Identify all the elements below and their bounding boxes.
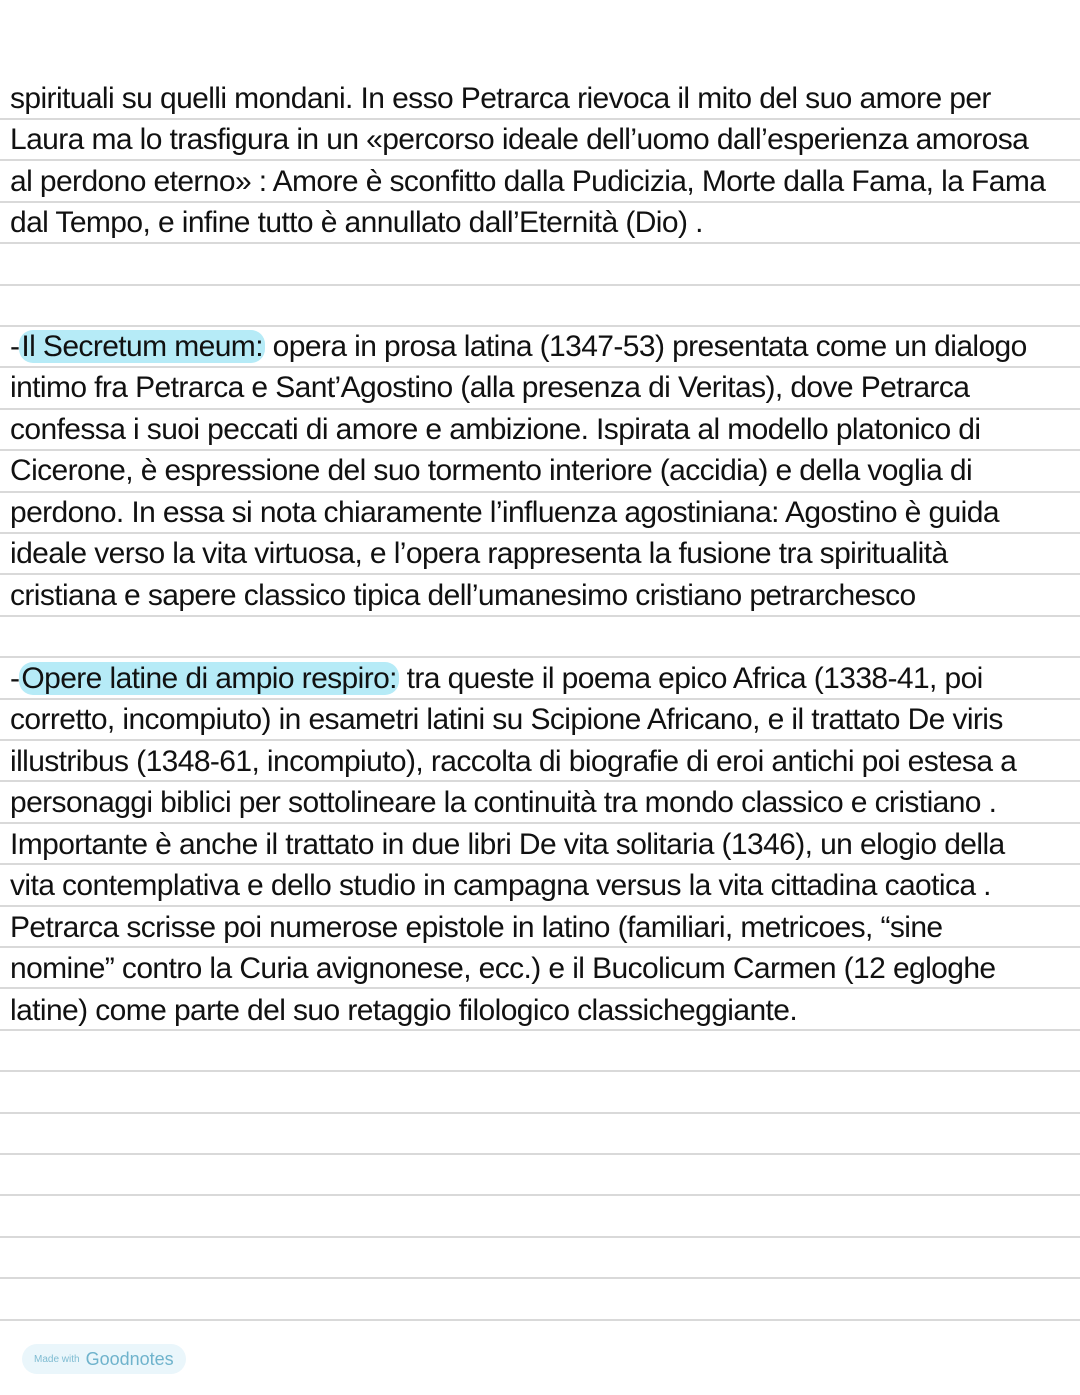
highlighted-heading-secretum: Il Secretum meum: xyxy=(21,330,263,363)
text-line: dal Tempo, e infine tutto è annullato dall’Eternità (Dio) . xyxy=(10,206,703,239)
text-fragment: tra queste il poema epico Africa (1338-41, poi xyxy=(398,662,983,695)
text-line: perdono. In essa si nota chiaramente l’influenza agostiniana: Agostino è guida xyxy=(10,496,999,529)
text-line: corretto, incompiuto) in esametri latini su Scipione Africano, e il trattato De viris xyxy=(10,703,1003,736)
text-line: latine) come parte del suo retaggio filologico classicheggiante. xyxy=(10,994,798,1027)
ruled-line xyxy=(0,1112,1080,1114)
text-line: Importante è anche il trattato in due libri De vita solitaria (1346), un elogio della xyxy=(10,828,1005,861)
text-line: cristiana e sapere classico tipica dell’umanesimo cristiano petrarchesco xyxy=(10,579,916,612)
ruled-line xyxy=(0,1194,1080,1196)
dash: - xyxy=(10,662,20,695)
text-line: nomine” contro la Curia avignonese, ecc.) e il Bucolicum Carmen (12 egloghe xyxy=(10,952,996,985)
ruled-line xyxy=(0,1070,1080,1072)
text-line: personaggi biblici per sottolineare la continuità tra mondo classico e cristiano . xyxy=(10,786,997,819)
dash: - xyxy=(10,330,20,363)
text-line: illustribus (1348-61, incompiuto), raccolta di biografie di eroi antichi poi estesa a xyxy=(10,745,1017,778)
highlighted-heading-opere-latine: Opere latine di ampio respiro: xyxy=(21,662,397,695)
goodnotes-badge[interactable] xyxy=(22,1344,186,1374)
goodnotes-logo-text: Goodnotes xyxy=(85,1348,174,1369)
text-line: ideale verso la vita virtuosa, e l’opera rappresenta la fusione tra spiritualità xyxy=(10,537,948,570)
text-line: intimo fra Petrarca e Sant’Agostino (alla presenza di Veritas), dove Petrarca xyxy=(10,371,970,404)
text-line: vita contemplativa e dello studio in campagna versus la vita cittadina caotica . xyxy=(10,869,991,902)
ruled-line xyxy=(0,1153,1080,1155)
ruled-line xyxy=(0,1277,1080,1279)
ruled-line xyxy=(0,1236,1080,1238)
text-line: al perdono eterno» : Amore è sconfitto dalla Pudicizia, Morte dalla Fama, la Fama xyxy=(10,165,1046,198)
section-heading-line xyxy=(10,658,983,699)
section-heading-line xyxy=(10,326,1027,367)
ruled-line xyxy=(0,1319,1080,1321)
text-line: spirituali su quelli mondani. In esso Petrarca rievoca il mito del suo amore per xyxy=(10,82,991,115)
text-fragment: opera in prosa latina (1347-53) presentata come un dialogo xyxy=(264,330,1027,363)
text-line: Petrarca scrisse poi numerose epistole in latino (familiari, metricoes, “sine xyxy=(10,911,943,944)
text-line: confessa i suoi peccati di amore e ambizione. Ispirata al modello platonico di xyxy=(10,413,981,446)
ruled-line xyxy=(0,284,1080,286)
text-line: Laura ma lo trasfigura in un «percorso ideale dell’uomo dall’esperienza amorosa xyxy=(10,123,1029,156)
made-with-label: Made with xyxy=(34,1353,80,1365)
text-line: Cicerone, è espressione del suo tormento interiore (accidia) e della voglia di xyxy=(10,454,973,487)
